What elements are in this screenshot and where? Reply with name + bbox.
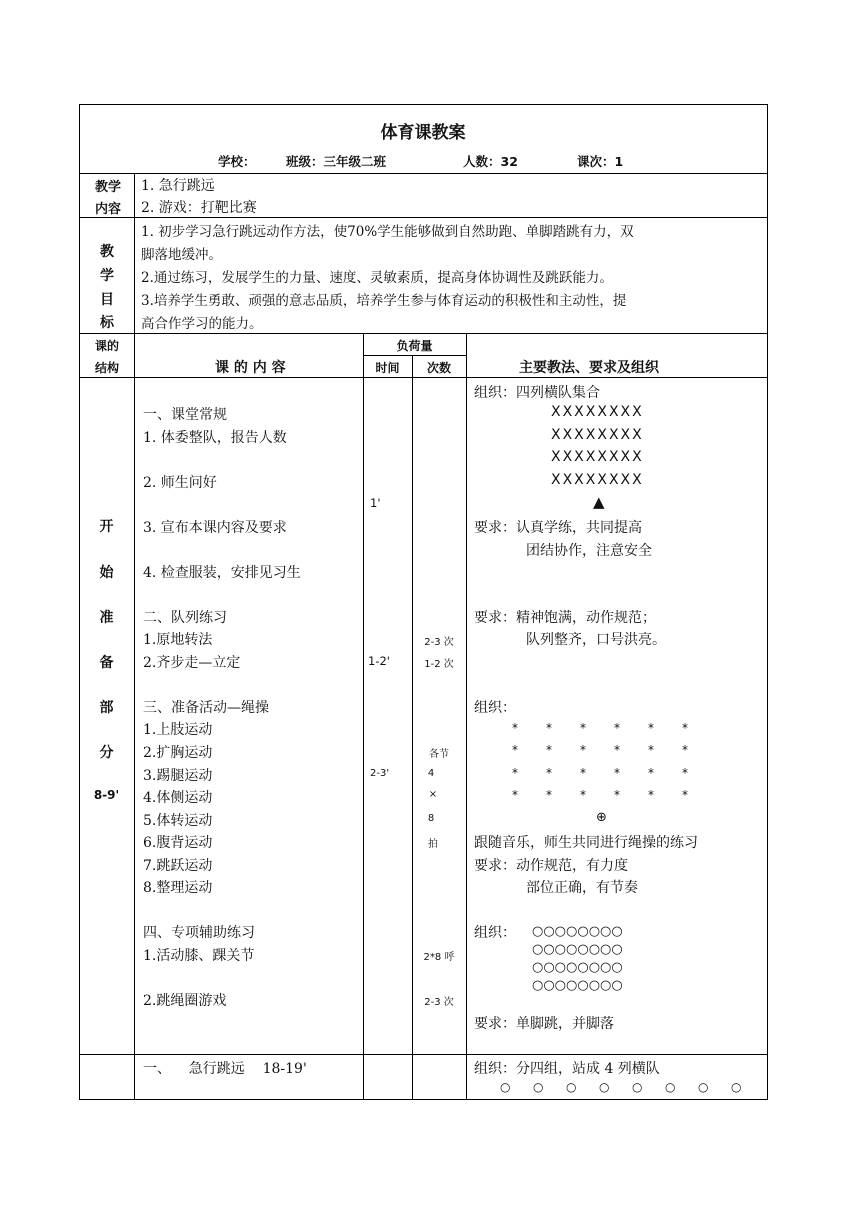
goal-line: 1. 初步学习急行跳远动作方法，使70%学生能够做到自然助跑、单脚踏跳有力，双: [141, 224, 634, 240]
table-border-bottom: [79, 1099, 768, 1100]
table-border-right: [767, 104, 768, 1100]
content-line: 1.上肢运动: [143, 722, 213, 738]
organization-note: 组织：: [474, 700, 516, 716]
goal-line: 2.通过练习，发展学生的力量、速度、灵敏素质，提高身体协调性及跳跃能力。: [141, 270, 613, 286]
content-line: 1.原地转法: [143, 632, 213, 648]
time-value: 1-2': [368, 654, 390, 668]
star-formation-row: * * * * * *: [512, 721, 688, 735]
table-rule: [79, 377, 768, 378]
reps-value: 各节: [429, 749, 449, 760]
part-label: 部: [99, 700, 114, 716]
circle-formation-row: ○ ○ ○ ○ ○ ○ ○ ○: [500, 1080, 742, 1094]
reps-value: 1-2 次: [424, 659, 454, 670]
goals-label: 学: [100, 268, 114, 284]
table-rule: [466, 333, 467, 1100]
table-border-left: [79, 104, 80, 1100]
requirement-note: 队列整齐，口号洪亮。: [526, 632, 666, 648]
table-border-top: [79, 104, 768, 105]
page-title: 体育课教案: [380, 123, 466, 143]
star-formation-row: * * * * * *: [512, 743, 688, 757]
part-duration: 8-9': [93, 788, 120, 802]
organization-note: 组织：: [474, 925, 516, 941]
content-line: 4.体侧运动: [143, 790, 213, 806]
structure-header: 课的: [95, 339, 120, 353]
goal-line: 脚落地缓冲。: [141, 247, 222, 263]
reps-value: 拍: [428, 839, 438, 850]
content-line: 5.体转运动: [143, 813, 213, 829]
part-label: 始: [99, 565, 114, 581]
reps-value: 2*8 呼: [423, 952, 455, 963]
circle-formation-row: ○○○○○○○○: [532, 924, 623, 939]
requirement-note: 部位正确，有节奏: [526, 880, 638, 896]
part-label: 准: [99, 610, 114, 626]
content-line: 8.整理运动: [143, 880, 213, 896]
goals-label: 目: [100, 292, 114, 308]
requirement-note: 团结协作，注意安全: [526, 543, 652, 559]
goals-label: 教: [100, 244, 114, 260]
load-header: 负荷量: [396, 339, 433, 353]
organization-note: 跟随音乐，师生共同进行绳操的练习: [474, 835, 698, 851]
content-line: 3.踢腿运动: [143, 768, 213, 784]
content-line: 4. 检查服装，安排见习生: [143, 565, 301, 581]
table-rule: [412, 355, 413, 1100]
formation-row: XXXXXXXX: [551, 472, 644, 488]
teacher-position-icon: ⊕: [596, 810, 607, 825]
content-line: 2.扩胸运动: [143, 745, 213, 761]
formation-row: XXXXXXXX: [551, 449, 644, 465]
table-rule: [79, 333, 768, 334]
goal-line: 高合作学习的能力。: [141, 316, 263, 332]
requirement-note: 要求：精神饱满，动作规范；: [474, 610, 656, 626]
structure-header: 结构: [95, 361, 120, 375]
reps-value: 2-3 次: [424, 637, 454, 648]
content-line: 6.腹背运动: [143, 835, 213, 851]
reps-value: ×: [428, 789, 438, 800]
goals-label: 标: [100, 315, 114, 331]
methods-header: 主要教法、要求及组织: [519, 360, 659, 376]
star-formation-row: * * * * * *: [512, 788, 688, 802]
teacher-marker: ▲: [593, 493, 605, 511]
content-label: 教学: [95, 180, 122, 195]
content-line: 四、专项辅助练习: [143, 925, 255, 941]
part-label: 分: [99, 745, 114, 761]
circle-formation-row: ○○○○○○○○: [532, 942, 623, 957]
time-header: 时间: [375, 361, 400, 375]
requirement-note: 要求：动作规范，有力度: [474, 858, 628, 874]
class-field: 班级：三年级二班: [286, 154, 387, 169]
content-line: 7.跳跃运动: [143, 858, 213, 874]
star-formation-row: * * * * * *: [512, 766, 688, 780]
goal-line: 3.培养学生勇敢、顽强的意志品质，培养学生参与体育运动的积极性和主动性，提: [141, 293, 627, 309]
formation-row: XXXXXXXX: [551, 427, 644, 443]
content-line: 一、 急行跳远 18-19': [143, 1061, 307, 1077]
content-line: 1. 体委整队，报告人数: [143, 430, 287, 446]
table-rule: [79, 217, 768, 218]
content-line: 二、队列练习: [143, 610, 227, 626]
school-field: 学校：: [218, 154, 256, 169]
lesson-number: 课次：1: [577, 154, 624, 169]
reps-value: 2-3 次: [424, 997, 454, 1008]
organization-note: 组织：分四组，站成 4 列横队: [474, 1061, 660, 1077]
content-line: 2.齐步走—立定: [143, 655, 241, 671]
content-line: 2. 师生问好: [143, 475, 217, 491]
student-count: 人数：32: [463, 154, 518, 169]
content-line: 1.活动膝、踝关节: [143, 948, 255, 964]
content-item: 1. 急行跳远: [141, 178, 215, 194]
content-line: 三、准备活动—绳操: [143, 700, 269, 716]
formation-row: XXXXXXXX: [551, 404, 644, 420]
requirement-note: 要求：认真学练，共同提高: [474, 520, 642, 536]
table-rule: [363, 333, 364, 1100]
table-rule: [363, 355, 466, 356]
content-label: 内容: [95, 202, 122, 217]
content-item: 2. 游戏：打靶比赛: [141, 200, 257, 216]
circle-formation-row: ○○○○○○○○: [532, 960, 623, 975]
table-rule: [134, 173, 135, 1100]
reps-value: 4: [427, 768, 435, 779]
reps-value: 8: [427, 813, 435, 824]
circle-formation-row: ○○○○○○○○: [532, 978, 623, 993]
content-line: 3. 宣布本课内容及要求: [143, 520, 287, 536]
table-rule: [79, 173, 768, 174]
content-line: 一、课堂常规: [143, 407, 227, 423]
part-label: 开: [99, 519, 114, 535]
reps-header: 次数: [426, 361, 451, 375]
requirement-note: 要求：单脚跳，并脚落: [474, 1016, 614, 1032]
organization-note: 组织：四列横队集合: [474, 385, 600, 401]
content-header: 课 的 内 容: [215, 360, 286, 376]
time-value: 2-3': [370, 768, 390, 779]
table-rule: [79, 1054, 768, 1055]
time-value: 1': [370, 496, 381, 510]
content-line: 2.跳绳圈游戏: [143, 993, 227, 1009]
part-label: 备: [99, 655, 114, 671]
